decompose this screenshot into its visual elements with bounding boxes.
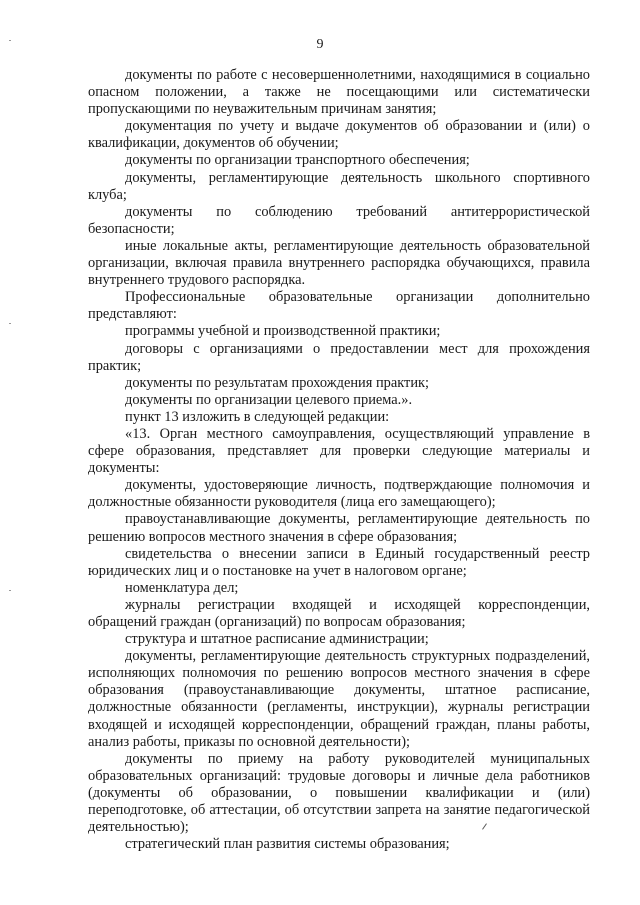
paragraph: документы по работе с несовершеннолетними, находящимися в социально опасном положении, а также не посещающими или систематически пропускающими по неуважительным причинам занятия; bbox=[88, 67, 590, 118]
paragraph: журналы регистрации входящей и исходящей корреспонденции, обращений граждан (организаций) по вопросам образования; bbox=[88, 596, 590, 630]
paragraph: номенклатура дел; bbox=[125, 579, 239, 596]
paragraph: документы, удостоверяющие личность, подтверждающие полномочия и должностные обязанности руководителя (лица его замещающего); bbox=[88, 477, 590, 511]
paragraph: документы, регламентирующие деятельность школьного спортивного клуба; bbox=[88, 169, 590, 203]
paragraph: документы по организации транспортного обеспечения; bbox=[125, 152, 470, 169]
paragraph: документы по приему на работу руководителей муниципальных образовательных организаций: трудовые договоры и личные дела работников (документы об образовании, о повышении квалификации и (или) переподготовке, об аттестации, об отсутствии запрета на занятие педагогической деятельностью); bbox=[88, 750, 590, 836]
paragraph: пункт 13 изложить в следующей редакции: bbox=[125, 408, 390, 425]
paragraph: стратегический план развития системы образования; bbox=[125, 836, 450, 853]
paragraph: структура и штатное расписание администрации; bbox=[125, 631, 429, 648]
paragraph: Профессиональные образовательные организации дополнительно представляют: bbox=[88, 289, 590, 323]
paragraph: документы, регламентирующие деятельность структурных подразделений, исполняющих полномочия по решению вопросов местного значения в сфере образования (правоустанавливающие документы, штатное расписание, должностные обязанности (регламенты, инструкции), журналы регистрации входящей и исходящей корреспонденции, обращений граждан, планы работы, анализ работы, приказы по основной деятельности); bbox=[88, 648, 590, 750]
paragraph: правоустанавливающие документы, регламентирующие деятельность по решению вопросов местного значения в сфере образования; bbox=[88, 511, 590, 545]
paragraph: договоры с организациями о предоставлении мест для прохождения практик; bbox=[88, 340, 590, 374]
paragraph: документы по организации целевого приема.». bbox=[125, 391, 413, 408]
scan-edge-mark bbox=[9, 323, 11, 324]
paragraph: документация по учету и выдаче документов об образовании и (или) о квалификации, документов об обучении; bbox=[88, 118, 590, 152]
document-body bbox=[88, 67, 590, 853]
paragraph: документы по соблюдению требований антитеррористической безопасности; bbox=[88, 203, 590, 237]
paragraph: «13. Орган местного самоуправления, осуществляющий управление в сфере образования, представляет для проверки следующие материалы и документы: bbox=[88, 425, 590, 477]
paragraph: свидетельства о внесении записи в Единый государственный реестр юридических лиц и о постановке на учет в налоговом органе; bbox=[88, 545, 590, 579]
paragraph: документы по результатам прохождения практик; bbox=[125, 374, 430, 391]
paragraph: программы учебной и производственной практики; bbox=[125, 323, 441, 340]
scan-edge-mark bbox=[9, 590, 11, 591]
scan-edge-mark bbox=[9, 40, 11, 41]
paragraph: иные локальные акты, регламентирующие деятельность образовательной организации, включая правила внутреннего распорядка обучающихся, правила внутреннего трудового распорядка. bbox=[88, 237, 590, 289]
page-number: 9 bbox=[316, 37, 324, 52]
